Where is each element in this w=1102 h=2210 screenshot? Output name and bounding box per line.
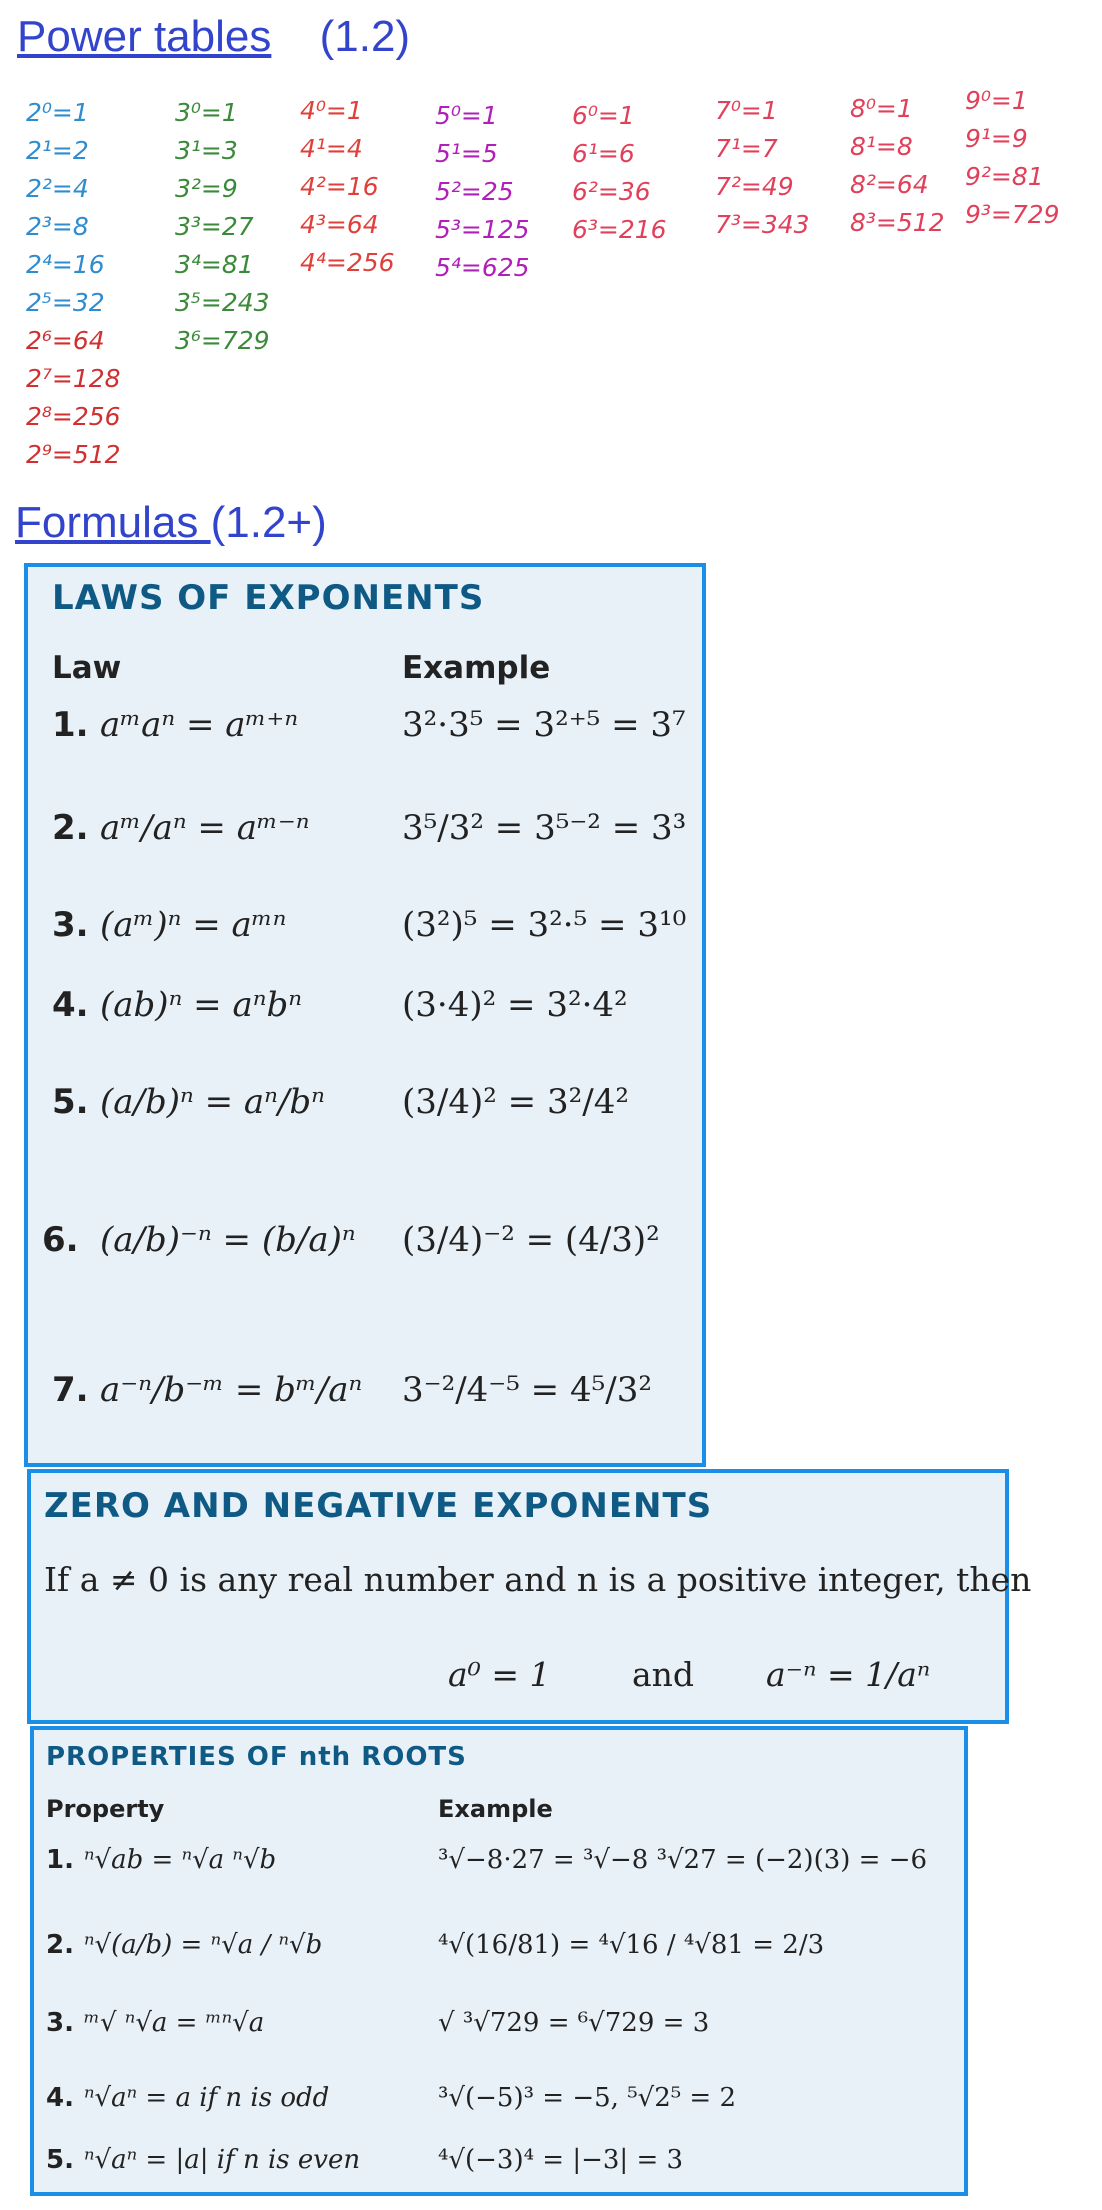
power-entry: 2⁹=512 <box>26 440 121 469</box>
root-example: ³√(−5)³ = −5, ⁵√2⁵ = 2 <box>438 2083 737 2113</box>
root-number: 4. <box>46 2083 74 2113</box>
roots-col-example: Example <box>438 1795 553 1823</box>
power-entry: 2²=4 <box>26 174 89 203</box>
root-property: ᵐ√ ⁿ√a = ᵐⁿ√a <box>84 2008 265 2038</box>
power-entry: 9¹=9 <box>965 124 1028 153</box>
formulas-tag: (1.2+) <box>210 498 327 547</box>
power-entry: 6¹=6 <box>572 139 635 168</box>
laws-col-example: Example <box>402 650 551 686</box>
power-entry: 2⁴=16 <box>26 250 105 279</box>
root-number: 2. <box>46 1930 74 1960</box>
root-number: 1. <box>46 1845 74 1875</box>
laws-title: LAWS OF EXPONENTS <box>52 578 485 618</box>
root-example: √ ³√729 = ⁶√729 = 3 <box>438 2008 710 2038</box>
root-property: ⁿ√aⁿ = a if n is odd <box>84 2083 330 2113</box>
power-entry: 8¹=8 <box>850 132 913 161</box>
law-number: 4. <box>52 985 89 1025</box>
root-property: ⁿ√ab = ⁿ√a ⁿ√b <box>84 1845 277 1875</box>
law-formula: (aᵐ)ⁿ = aᵐⁿ <box>100 905 287 945</box>
power-entry: 6³=216 <box>572 215 667 244</box>
power-entry: 7²=49 <box>715 172 794 201</box>
power-entry: 3⁵=243 <box>175 288 270 317</box>
root-property: ⁿ√(a/b) = ⁿ√a / ⁿ√b <box>84 1930 323 1960</box>
root-number: 3. <box>46 2008 74 2038</box>
law-formula: (a/b)⁻ⁿ = (b/a)ⁿ <box>100 1220 356 1260</box>
law-number: 7. <box>52 1370 89 1410</box>
law-example: (3·4)² = 3²·4² <box>402 985 628 1025</box>
law-number: 1. <box>52 705 89 745</box>
roots-title: PROPERTIES OF nth ROOTS <box>46 1742 467 1772</box>
zero-formula: a⁰ = 1 <box>448 1655 551 1694</box>
power-entry: 5¹=5 <box>435 139 498 168</box>
law-number: 5. <box>52 1082 89 1122</box>
power-entry: 7¹=7 <box>715 134 778 163</box>
power-entry: 8²=64 <box>850 170 929 199</box>
power-tables-title[interactable]: Power tables <box>17 12 272 61</box>
root-property: ⁿ√aⁿ = |a| if n is even <box>84 2145 361 2175</box>
roots-col-property: Property <box>46 1795 165 1823</box>
zero-negative-title: ZERO AND NEGATIVE EXPONENTS <box>44 1486 713 1526</box>
power-entry: 2³=8 <box>26 212 89 241</box>
negative-formula: a⁻ⁿ = 1/aⁿ <box>766 1655 931 1694</box>
law-example: 3²·3⁵ = 3²⁺⁵ = 3⁷ <box>402 705 686 745</box>
power-entry: 7⁰=1 <box>715 96 778 125</box>
power-entry: 4¹=4 <box>300 134 363 163</box>
power-entry: 4³=64 <box>300 210 379 239</box>
law-example: (3²)⁵ = 3²·⁵ = 3¹⁰ <box>402 905 687 945</box>
law-example: (3/4)⁻² = (4/3)² <box>402 1220 660 1260</box>
law-formula: (a/b)ⁿ = aⁿ/bⁿ <box>100 1082 325 1122</box>
power-entry: 2⁶=64 <box>26 326 105 355</box>
law-example: (3/4)² = 3²/4² <box>402 1082 629 1122</box>
power-entry: 3⁶=729 <box>175 326 270 355</box>
root-number: 5. <box>46 2145 74 2175</box>
law-number: 3. <box>52 905 89 945</box>
root-example: ⁴√(16/81) = ⁴√16 / ⁴√81 = 2/3 <box>438 1930 825 1960</box>
power-entry: 5⁰=1 <box>435 101 498 130</box>
formulas-heading <box>15 498 327 548</box>
laws-col-law: Law <box>52 650 122 686</box>
law-formula: (ab)ⁿ = aⁿbⁿ <box>100 985 303 1025</box>
law-formula: aᵐaⁿ = aᵐ⁺ⁿ <box>100 705 299 745</box>
power-entry: 7³=343 <box>715 210 810 239</box>
power-entry: 3²=9 <box>175 174 238 203</box>
power-entry: 9⁰=1 <box>965 86 1028 115</box>
power-entry: 3⁰=1 <box>175 98 238 127</box>
power-entry: 3¹=3 <box>175 136 238 165</box>
law-example: 3⁻²/4⁻⁵ = 4⁵/3² <box>402 1370 652 1410</box>
power-entry: 4²=16 <box>300 172 379 201</box>
law-number: 6. <box>42 1220 79 1260</box>
power-tables-tag: (1.2) <box>319 12 411 61</box>
power-entry: 8³=512 <box>850 208 945 237</box>
power-entry: 5⁴=625 <box>435 253 530 282</box>
formulas-title[interactable]: Formulas <box>15 498 211 547</box>
root-example: ⁴√(−3)⁴ = |−3| = 3 <box>438 2145 684 2175</box>
power-entry: 2⁵=32 <box>26 288 105 317</box>
power-entry: 8⁰=1 <box>850 94 913 123</box>
power-entry: 5³=125 <box>435 215 530 244</box>
power-entry: 9³=729 <box>965 200 1060 229</box>
law-number: 2. <box>52 808 89 848</box>
zero-and: and <box>632 1655 695 1694</box>
power-entry: 2⁰=1 <box>26 98 89 127</box>
power-tables-heading <box>17 12 410 62</box>
power-entry: 4⁰=1 <box>300 96 363 125</box>
law-formula: a⁻ⁿ/b⁻ᵐ = bᵐ/aⁿ <box>100 1370 363 1410</box>
power-entry: 3³=27 <box>175 212 254 241</box>
law-formula: aᵐ/aⁿ = aᵐ⁻ⁿ <box>100 808 310 848</box>
power-entry: 5²=25 <box>435 177 514 206</box>
power-entry: 2⁸=256 <box>26 402 121 431</box>
power-entry: 2¹=2 <box>26 136 89 165</box>
power-entry: 6⁰=1 <box>572 101 635 130</box>
power-entry: 6²=36 <box>572 177 651 206</box>
power-entry: 9²=81 <box>965 162 1044 191</box>
zero-negative-sentence: If a ≠ 0 is any real number and n is a positive integer, then <box>44 1560 1032 1599</box>
root-example: ³√−8·27 = ³√−8 ³√27 = (−2)(3) = −6 <box>438 1845 928 1875</box>
power-entry: 2⁷=128 <box>26 364 121 393</box>
law-example: 3⁵/3² = 3⁵⁻² = 3³ <box>402 808 687 848</box>
power-entry: 3⁴=81 <box>175 250 254 279</box>
power-entry: 4⁴=256 <box>300 248 395 277</box>
